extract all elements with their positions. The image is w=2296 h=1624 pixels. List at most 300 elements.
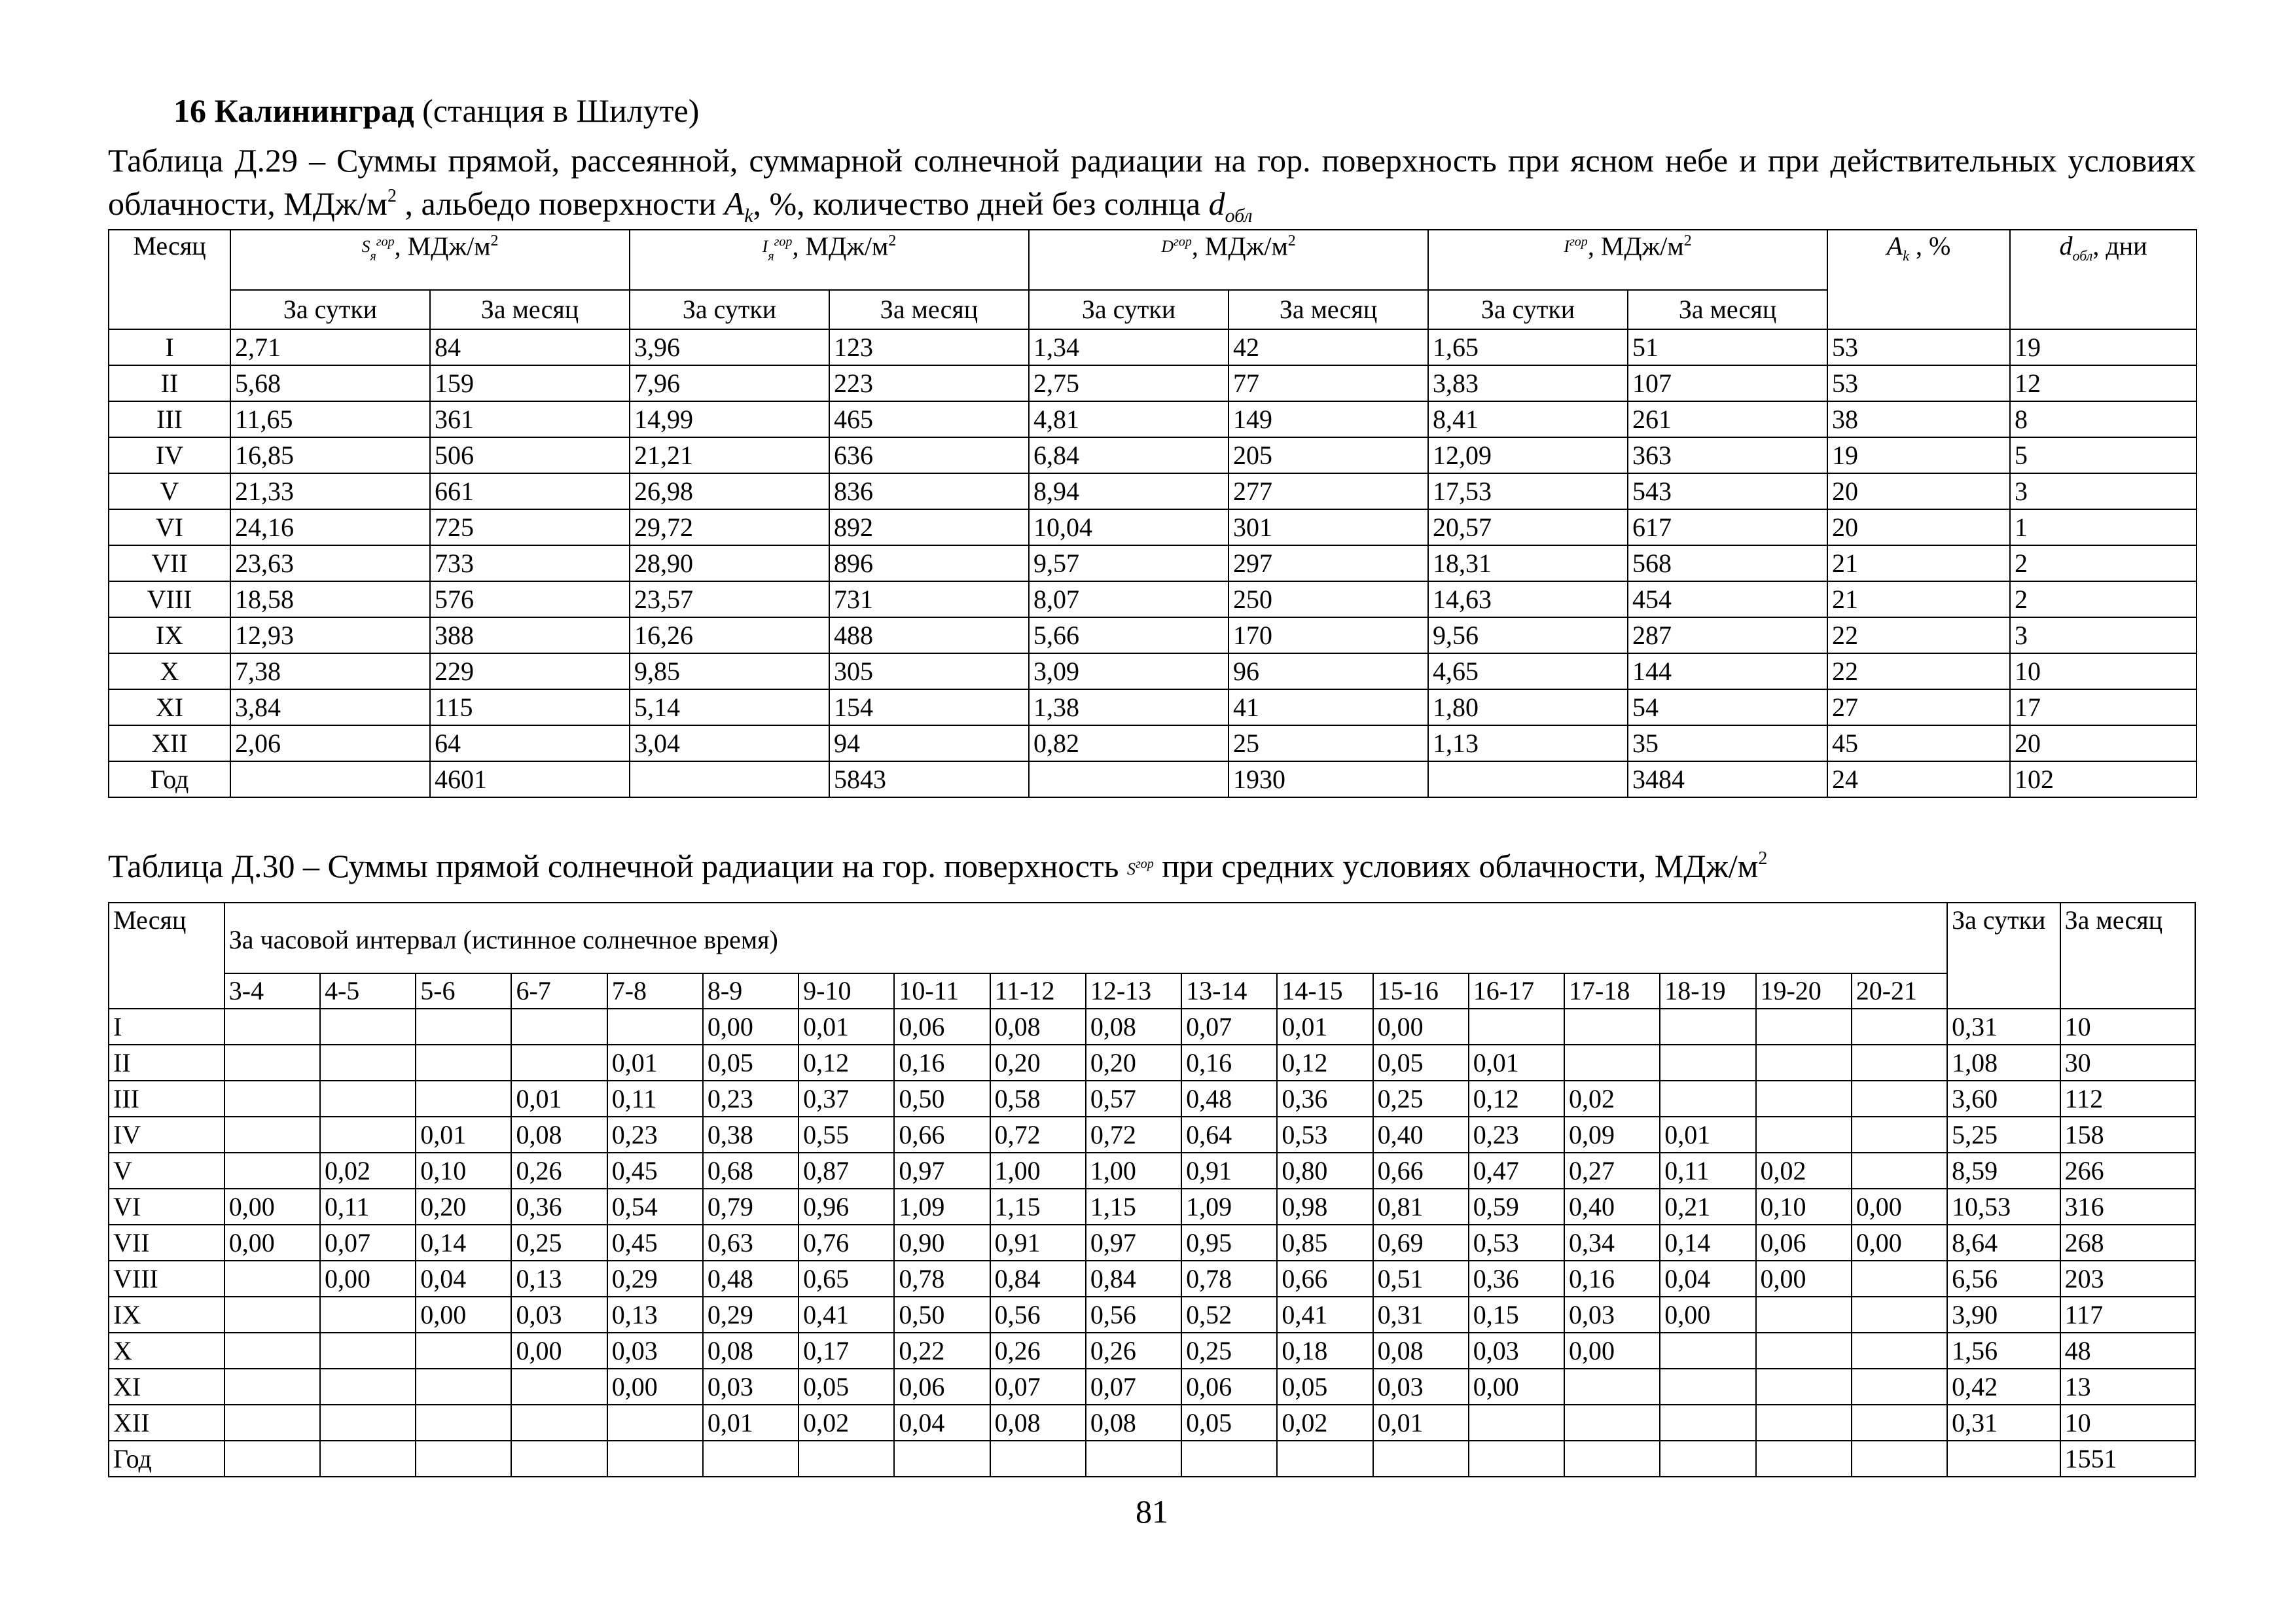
t29-value-cell: 2,75 bbox=[1029, 365, 1229, 401]
t30-value-cell: 0,51 bbox=[1373, 1261, 1469, 1297]
t30-value-cell: 158 bbox=[2060, 1117, 2195, 1153]
t29-value-cell: 9,56 bbox=[1428, 617, 1628, 653]
t29-value-cell: 6,84 bbox=[1029, 437, 1229, 473]
t29-subheader-day: За сутки bbox=[1029, 290, 1229, 329]
t30-value-cell: 117 bbox=[2060, 1297, 2195, 1333]
t29-value-cell: 1,13 bbox=[1428, 725, 1628, 761]
t30-value-cell bbox=[1564, 1009, 1660, 1045]
t30-hour-header: 7-8 bbox=[607, 973, 703, 1009]
t30-value-cell bbox=[1660, 1369, 1755, 1405]
t29-value-cell: 1 bbox=[2010, 509, 2197, 545]
t29-value-cell: 23,57 bbox=[630, 581, 829, 617]
t29-month-cell: Год bbox=[109, 761, 230, 797]
t30-value-cell: 0,05 bbox=[1373, 1045, 1469, 1081]
t30-value-cell bbox=[703, 1441, 798, 1477]
t29-value-cell: 576 bbox=[430, 581, 630, 617]
t30-value-cell: 30 bbox=[2060, 1045, 2195, 1081]
t30-value-cell: 0,08 bbox=[1373, 1333, 1469, 1369]
t30-value-cell: 0,52 bbox=[1181, 1297, 1277, 1333]
t30-value-cell: 0,78 bbox=[1181, 1261, 1277, 1297]
t30-value-cell bbox=[511, 1369, 607, 1405]
t30-value-cell bbox=[1660, 1081, 1755, 1117]
table-row bbox=[109, 1297, 2195, 1333]
t30-value-cell: 0,26 bbox=[1086, 1333, 1181, 1369]
t30-value-cell: 0,07 bbox=[1086, 1369, 1181, 1405]
t30-value-cell bbox=[1660, 1441, 1755, 1477]
t29-value-cell: 20 bbox=[2010, 725, 2197, 761]
t30-value-cell: 0,59 bbox=[1469, 1189, 1564, 1225]
t29-value-cell: 96 bbox=[1229, 653, 1428, 689]
t30-value-cell: 0,02 bbox=[320, 1153, 416, 1189]
table-row bbox=[109, 653, 2197, 689]
t30-value-cell bbox=[1564, 1045, 1660, 1081]
t30-value-cell: 0,50 bbox=[894, 1297, 990, 1333]
t30-value-cell: 0,87 bbox=[798, 1153, 894, 1189]
t29-value-cell: 41 bbox=[1229, 689, 1428, 725]
t29-value-cell: 26,98 bbox=[630, 473, 829, 509]
table-row bbox=[109, 437, 2197, 473]
t30-value-cell bbox=[1756, 1297, 1852, 1333]
t30-value-cell bbox=[1181, 1441, 1277, 1477]
t30-value-cell bbox=[798, 1441, 894, 1477]
t29-value-cell: 5,14 bbox=[630, 689, 829, 725]
table-row bbox=[109, 581, 2197, 617]
t29-header-albedo: $A_k$ , % bbox=[1827, 230, 2010, 329]
t29-value-cell: 277 bbox=[1229, 473, 1428, 509]
t30-value-cell: 0,11 bbox=[320, 1189, 416, 1225]
t29-value-cell: 2,06 bbox=[230, 725, 430, 761]
t30-value-cell: 0,01 bbox=[1469, 1045, 1564, 1081]
t30-value-cell bbox=[607, 1405, 703, 1441]
t30-value-cell bbox=[224, 1081, 320, 1117]
t30-value-cell: 0,41 bbox=[798, 1297, 894, 1333]
t30-value-cell: 0,20 bbox=[990, 1045, 1086, 1081]
t30-value-cell: 8,64 bbox=[1947, 1225, 2060, 1261]
t30-value-cell: 0,29 bbox=[703, 1297, 798, 1333]
t29-value-cell: 3484 bbox=[1628, 761, 1827, 797]
table-row bbox=[109, 689, 2197, 725]
t30-value-cell bbox=[511, 1405, 607, 1441]
t29-value-cell: 64 bbox=[430, 725, 630, 761]
t29-value-cell: 5,66 bbox=[1029, 617, 1229, 653]
t29-value-cell: 301 bbox=[1229, 509, 1428, 545]
t30-value-cell: 0,25 bbox=[511, 1225, 607, 1261]
t30-value-cell: 0,66 bbox=[1277, 1261, 1372, 1297]
t29-value-cell: 27 bbox=[1827, 689, 2010, 725]
t30-value-cell bbox=[894, 1441, 990, 1477]
t29-value-cell: 205 bbox=[1229, 437, 1428, 473]
t30-value-cell: 0,00 bbox=[416, 1297, 511, 1333]
t30-value-cell: 0,04 bbox=[894, 1405, 990, 1441]
t30-value-cell: 0,76 bbox=[798, 1225, 894, 1261]
t30-value-cell: 0,96 bbox=[798, 1189, 894, 1225]
section-heading bbox=[173, 93, 699, 129]
t30-value-cell: 8,59 bbox=[1947, 1153, 2060, 1189]
t29-value-cell: 10,04 bbox=[1029, 509, 1229, 545]
t30-value-cell bbox=[320, 1009, 416, 1045]
t30-value-cell: 0,25 bbox=[1181, 1333, 1277, 1369]
t29-value-cell: 38 bbox=[1827, 401, 2010, 437]
t30-value-cell: 0,98 bbox=[1277, 1189, 1372, 1225]
t30-value-cell: 0,07 bbox=[990, 1369, 1086, 1405]
t29-value-cell: 1,80 bbox=[1428, 689, 1628, 725]
t30-value-cell: 0,13 bbox=[511, 1261, 607, 1297]
t30-value-cell: 10 bbox=[2060, 1405, 2195, 1441]
t30-value-cell bbox=[320, 1441, 416, 1477]
t30-value-cell bbox=[320, 1081, 416, 1117]
t29-value-cell: 170 bbox=[1229, 617, 1428, 653]
t29-value-cell: 24,16 bbox=[230, 509, 430, 545]
t30-value-cell: 0,02 bbox=[1756, 1153, 1852, 1189]
t30-value-cell: 1,56 bbox=[1947, 1333, 2060, 1369]
t30-value-cell: 0,00 bbox=[1852, 1225, 1947, 1261]
t30-value-cell: 1,09 bbox=[1181, 1189, 1277, 1225]
t30-value-cell: 0,07 bbox=[320, 1225, 416, 1261]
t30-value-cell: 6,56 bbox=[1947, 1261, 2060, 1297]
t30-value-cell: 0,97 bbox=[1086, 1225, 1181, 1261]
t30-hour-header: 16-17 bbox=[1469, 973, 1564, 1009]
t30-value-cell: 0,53 bbox=[1277, 1117, 1372, 1153]
table-row bbox=[109, 617, 2197, 653]
t29-value-cell: 3 bbox=[2010, 617, 2197, 653]
t30-value-cell: 0,03 bbox=[1373, 1369, 1469, 1405]
t30-value-cell: 0,29 bbox=[607, 1261, 703, 1297]
t30-value-cell: 0,17 bbox=[798, 1333, 894, 1369]
t30-header-per-day: За сутки bbox=[1947, 903, 2060, 973]
t29-value-cell: 149 bbox=[1229, 401, 1428, 437]
t29-value-cell: 102 bbox=[2010, 761, 2197, 797]
t30-value-cell: 0,31 bbox=[1947, 1009, 2060, 1045]
t30-value-cell: 0,07 bbox=[1181, 1009, 1277, 1045]
t30-value-cell bbox=[1852, 1441, 1947, 1477]
page-number: 81 bbox=[1136, 1493, 1168, 1530]
t29-month-cell: XI bbox=[109, 689, 230, 725]
t29-value-cell: 454 bbox=[1628, 581, 1827, 617]
t30-value-cell bbox=[320, 1045, 416, 1081]
t30-value-cell: 1,15 bbox=[1086, 1189, 1181, 1225]
t29-month-cell: VIII bbox=[109, 581, 230, 617]
t30-value-cell: 0,78 bbox=[894, 1261, 990, 1297]
t29-value-cell: 543 bbox=[1628, 473, 1827, 509]
t30-value-cell: 0,34 bbox=[1564, 1225, 1660, 1261]
t29-value-cell bbox=[630, 761, 829, 797]
t30-value-cell: 0,01 bbox=[1660, 1117, 1755, 1153]
t30-value-cell: 0,00 bbox=[1373, 1009, 1469, 1045]
t29-value-cell: 725 bbox=[430, 509, 630, 545]
t30-value-cell: 0,12 bbox=[1469, 1081, 1564, 1117]
t30-value-cell: 0,40 bbox=[1373, 1117, 1469, 1153]
t30-value-cell bbox=[511, 1441, 607, 1477]
t30-value-cell bbox=[1564, 1369, 1660, 1405]
t30-value-cell: 0,10 bbox=[416, 1153, 511, 1189]
t30-value-cell: 1,15 bbox=[990, 1189, 1086, 1225]
t30-value-cell: 0,01 bbox=[703, 1405, 798, 1441]
t29-subheader-month: За месяц bbox=[1229, 290, 1428, 329]
table-row bbox=[109, 1225, 2195, 1261]
t30-hour-header: 4-5 bbox=[320, 973, 416, 1009]
t29-value-cell: 54 bbox=[1628, 689, 1827, 725]
t30-value-cell bbox=[511, 1009, 607, 1045]
t30-value-cell: 0,03 bbox=[1469, 1333, 1564, 1369]
t29-value-cell: 25 bbox=[1229, 725, 1428, 761]
t30-value-cell bbox=[1469, 1405, 1564, 1441]
t29-value-cell: 51 bbox=[1628, 329, 1827, 365]
t30-value-cell bbox=[320, 1405, 416, 1441]
table-row bbox=[109, 365, 2197, 401]
t29-value-cell: 8,41 bbox=[1428, 401, 1628, 437]
t30-value-cell: 0,08 bbox=[990, 1009, 1086, 1045]
t30-value-cell bbox=[224, 1153, 320, 1189]
t29-value-cell: 5 bbox=[2010, 437, 2197, 473]
t30-value-cell: 0,01 bbox=[511, 1081, 607, 1117]
t29-value-cell: 388 bbox=[430, 617, 630, 653]
t30-value-cell: 0,05 bbox=[1181, 1405, 1277, 1441]
t30-value-cell: 0,15 bbox=[1469, 1297, 1564, 1333]
table29-caption-albedo: , альбедо поверхности bbox=[396, 185, 725, 222]
t29-value-cell: 21,33 bbox=[230, 473, 430, 509]
t29-value-cell: 0,82 bbox=[1029, 725, 1229, 761]
t30-value-cell bbox=[1469, 1009, 1564, 1045]
t30-value-cell bbox=[224, 1117, 320, 1153]
t30-value-cell: 0,23 bbox=[607, 1117, 703, 1153]
t30-value-cell bbox=[1852, 1297, 1947, 1333]
t30-value-cell bbox=[1756, 1081, 1852, 1117]
t29-value-cell: 53 bbox=[1827, 365, 2010, 401]
t30-month-cell: XI bbox=[109, 1369, 224, 1405]
table29-caption-sup: 2 bbox=[387, 186, 397, 206]
t30-value-cell bbox=[1373, 1441, 1469, 1477]
t29-value-cell: 1,34 bbox=[1029, 329, 1229, 365]
t30-month-cell: XII bbox=[109, 1405, 224, 1441]
t29-subheader-month: За месяц bbox=[829, 290, 1029, 329]
t29-value-cell: 18,31 bbox=[1428, 545, 1628, 581]
t30-value-cell: 0,08 bbox=[990, 1405, 1086, 1441]
table-row bbox=[109, 329, 2197, 365]
t30-value-cell: 0,36 bbox=[1469, 1261, 1564, 1297]
table30-caption-sym: S bbox=[1126, 859, 1136, 878]
t29-value-cell: 4601 bbox=[430, 761, 630, 797]
t30-value-cell: 0,20 bbox=[1086, 1045, 1181, 1081]
t30-value-cell: 0,26 bbox=[511, 1153, 607, 1189]
t30-value-cell: 0,06 bbox=[1181, 1369, 1277, 1405]
t29-value-cell: 7,96 bbox=[630, 365, 829, 401]
t30-value-cell: 0,01 bbox=[1373, 1405, 1469, 1441]
t30-value-cell bbox=[416, 1045, 511, 1081]
table-row bbox=[109, 1405, 2195, 1441]
t30-value-cell: 0,31 bbox=[1373, 1297, 1469, 1333]
t30-value-cell: 0,36 bbox=[1277, 1081, 1372, 1117]
t30-value-cell bbox=[224, 1333, 320, 1369]
t30-value-cell: 0,03 bbox=[607, 1333, 703, 1369]
t30-value-cell bbox=[416, 1081, 511, 1117]
t30-value-cell bbox=[320, 1117, 416, 1153]
t30-value-cell: 0,64 bbox=[1181, 1117, 1277, 1153]
t29-value-cell: 506 bbox=[430, 437, 630, 473]
t29-value-cell: 8 bbox=[2010, 401, 2197, 437]
table-row bbox=[109, 1081, 2195, 1117]
t30-value-cell bbox=[1469, 1441, 1564, 1477]
t30-value-cell: 0,05 bbox=[798, 1369, 894, 1405]
t30-value-cell: 0,90 bbox=[894, 1225, 990, 1261]
t29-month-cell: III bbox=[109, 401, 230, 437]
t29-value-cell: 123 bbox=[829, 329, 1029, 365]
t30-value-cell: 0,72 bbox=[1086, 1117, 1181, 1153]
t30-value-cell bbox=[416, 1009, 511, 1045]
t30-value-cell: 0,25 bbox=[1373, 1081, 1469, 1117]
table30-caption-gor: гор bbox=[1135, 857, 1154, 871]
t30-value-cell: 0,41 bbox=[1277, 1297, 1372, 1333]
t30-value-cell bbox=[1660, 1009, 1755, 1045]
t29-header-days: $d_{обл}$, дни bbox=[2010, 230, 2197, 329]
t29-value-cell: 2 bbox=[2010, 545, 2197, 581]
t30-value-cell bbox=[1852, 1009, 1947, 1045]
t30-month-cell: IX bbox=[109, 1297, 224, 1333]
t30-value-cell: 0,23 bbox=[703, 1081, 798, 1117]
t30-value-cell: 0,55 bbox=[798, 1117, 894, 1153]
t29-value-cell: 896 bbox=[829, 545, 1029, 581]
t30-month-cell: X bbox=[109, 1333, 224, 1369]
t30-value-cell: 0,47 bbox=[1469, 1153, 1564, 1189]
t30-value-cell: 0,50 bbox=[894, 1081, 990, 1117]
t30-value-cell bbox=[1660, 1405, 1755, 1441]
t30-value-cell: 316 bbox=[2060, 1189, 2195, 1225]
t30-value-cell: 0,01 bbox=[1277, 1009, 1372, 1045]
table-row bbox=[109, 473, 2197, 509]
t29-value-cell: 94 bbox=[829, 725, 1029, 761]
t29-value-cell: 29,72 bbox=[630, 509, 829, 545]
t30-hour-header: 9-10 bbox=[798, 973, 894, 1009]
t29-value-cell: 223 bbox=[829, 365, 1029, 401]
table-row bbox=[109, 1369, 2195, 1405]
t29-value-cell: 261 bbox=[1628, 401, 1827, 437]
t29-subheader-month: За месяц bbox=[1628, 290, 1827, 329]
t30-value-cell: 0,00 bbox=[703, 1009, 798, 1045]
table-row bbox=[109, 1009, 2195, 1045]
t30-value-cell: 0,16 bbox=[1181, 1045, 1277, 1081]
t30-month-cell: Год bbox=[109, 1441, 224, 1477]
table30-caption-tail: при средних условиях облачности, МДж/м bbox=[1153, 848, 1759, 884]
t30-value-cell bbox=[416, 1405, 511, 1441]
t30-value-cell: 0,03 bbox=[703, 1369, 798, 1405]
t30-value-cell: 48 bbox=[2060, 1333, 2195, 1369]
table-row bbox=[109, 761, 2197, 797]
t29-value-cell: 53 bbox=[1827, 329, 2010, 365]
table-row bbox=[109, 1441, 2195, 1477]
t29-value-cell: 661 bbox=[430, 473, 630, 509]
t30-value-cell: 0,48 bbox=[703, 1261, 798, 1297]
t30-value-cell: 0,84 bbox=[1086, 1261, 1181, 1297]
t29-value-cell: 14,63 bbox=[1428, 581, 1628, 617]
t29-value-cell: 12,93 bbox=[230, 617, 430, 653]
t29-month-cell: II bbox=[109, 365, 230, 401]
t29-month-cell: VI bbox=[109, 509, 230, 545]
t29-value-cell: 9,85 bbox=[630, 653, 829, 689]
t29-header-total-clear: $I_я^{гор}$, МДж/$м^2$ bbox=[630, 230, 1029, 290]
t29-value-cell: 107 bbox=[1628, 365, 1827, 401]
t29-value-cell: 21,21 bbox=[630, 437, 829, 473]
t30-value-cell: 0,85 bbox=[1277, 1225, 1372, 1261]
t30-hour-header: 10-11 bbox=[894, 973, 990, 1009]
t29-value-cell: 287 bbox=[1628, 617, 1827, 653]
t30-value-cell: 0,54 bbox=[607, 1189, 703, 1225]
t29-value-cell: 20 bbox=[1827, 509, 2010, 545]
t30-hour-header: 15-16 bbox=[1373, 973, 1469, 1009]
t30-value-cell bbox=[1756, 1333, 1852, 1369]
t29-value-cell: 159 bbox=[430, 365, 630, 401]
t29-value-cell: 617 bbox=[1628, 509, 1827, 545]
t29-value-cell: 21 bbox=[1827, 545, 2010, 581]
t29-value-cell: 28,90 bbox=[630, 545, 829, 581]
table-row bbox=[109, 1117, 2195, 1153]
t30-value-cell: 0,00 bbox=[1852, 1189, 1947, 1225]
t30-month-cell: VI bbox=[109, 1189, 224, 1225]
t30-value-cell bbox=[607, 1009, 703, 1045]
t29-value-cell: 20,57 bbox=[1428, 509, 1628, 545]
t30-value-cell: 0,11 bbox=[1660, 1153, 1755, 1189]
t29-header-diffuse: $D^{гор}$, МДж/$м^2$ bbox=[1029, 230, 1428, 290]
t30-value-cell: 0,00 bbox=[1564, 1333, 1660, 1369]
t30-value-cell: 0,65 bbox=[798, 1261, 894, 1297]
t30-value-cell bbox=[416, 1333, 511, 1369]
t30-value-cell bbox=[416, 1441, 511, 1477]
table-row bbox=[109, 1153, 2195, 1189]
t30-value-cell: 0,80 bbox=[1277, 1153, 1372, 1189]
t29-value-cell: 4,65 bbox=[1428, 653, 1628, 689]
t30-value-cell: 0,20 bbox=[416, 1189, 511, 1225]
t30-value-cell: 1551 bbox=[2060, 1441, 2195, 1477]
t30-value-cell bbox=[1852, 1153, 1947, 1189]
t30-hour-header: 20-21 bbox=[1852, 973, 1947, 1009]
t30-value-cell bbox=[1756, 1405, 1852, 1441]
t29-value-cell: 35 bbox=[1628, 725, 1827, 761]
t30-value-cell bbox=[1660, 1045, 1755, 1081]
t30-value-cell bbox=[1277, 1441, 1372, 1477]
t30-value-cell: 3,60 bbox=[1947, 1081, 2060, 1117]
t29-value-cell: 229 bbox=[430, 653, 630, 689]
t30-hour-header: 17-18 bbox=[1564, 973, 1660, 1009]
table29-caption-d: $d_{обл}$ bbox=[1208, 185, 1253, 226]
t30-value-cell: 0,00 bbox=[607, 1369, 703, 1405]
t30-hour-header: 8-9 bbox=[703, 973, 798, 1009]
t29-value-cell: 144 bbox=[1628, 653, 1827, 689]
table-row bbox=[109, 401, 2197, 437]
t30-value-cell: 0,16 bbox=[894, 1045, 990, 1081]
table-row bbox=[109, 545, 2197, 581]
table30-caption-sup: 2 bbox=[1758, 848, 1768, 869]
t30-value-cell: 0,05 bbox=[1277, 1369, 1372, 1405]
t30-value-cell: 0,00 bbox=[1469, 1369, 1564, 1405]
t30-value-cell: 0,00 bbox=[320, 1261, 416, 1297]
t30-value-cell: 0,04 bbox=[416, 1261, 511, 1297]
t29-value-cell: 568 bbox=[1628, 545, 1827, 581]
t30-value-cell: 0,04 bbox=[1660, 1261, 1755, 1297]
t30-value-cell: 0,01 bbox=[416, 1117, 511, 1153]
t29-subheader-day: За сутки bbox=[230, 290, 430, 329]
t30-value-cell: 0,06 bbox=[894, 1009, 990, 1045]
t30-value-cell bbox=[511, 1045, 607, 1081]
t30-value-cell bbox=[1756, 1441, 1852, 1477]
t30-hour-header: 6-7 bbox=[511, 973, 607, 1009]
t30-value-cell: 0,36 bbox=[511, 1189, 607, 1225]
t30-hour-header: 11-12 bbox=[990, 973, 1086, 1009]
t30-value-cell: 0,81 bbox=[1373, 1189, 1469, 1225]
t30-value-cell: 0,68 bbox=[703, 1153, 798, 1189]
t30-value-cell bbox=[1564, 1441, 1660, 1477]
t30-value-cell bbox=[1564, 1405, 1660, 1441]
table-30 bbox=[108, 902, 2196, 1477]
t30-value-cell: 203 bbox=[2060, 1261, 2195, 1297]
t30-value-cell: 0,57 bbox=[1086, 1081, 1181, 1117]
